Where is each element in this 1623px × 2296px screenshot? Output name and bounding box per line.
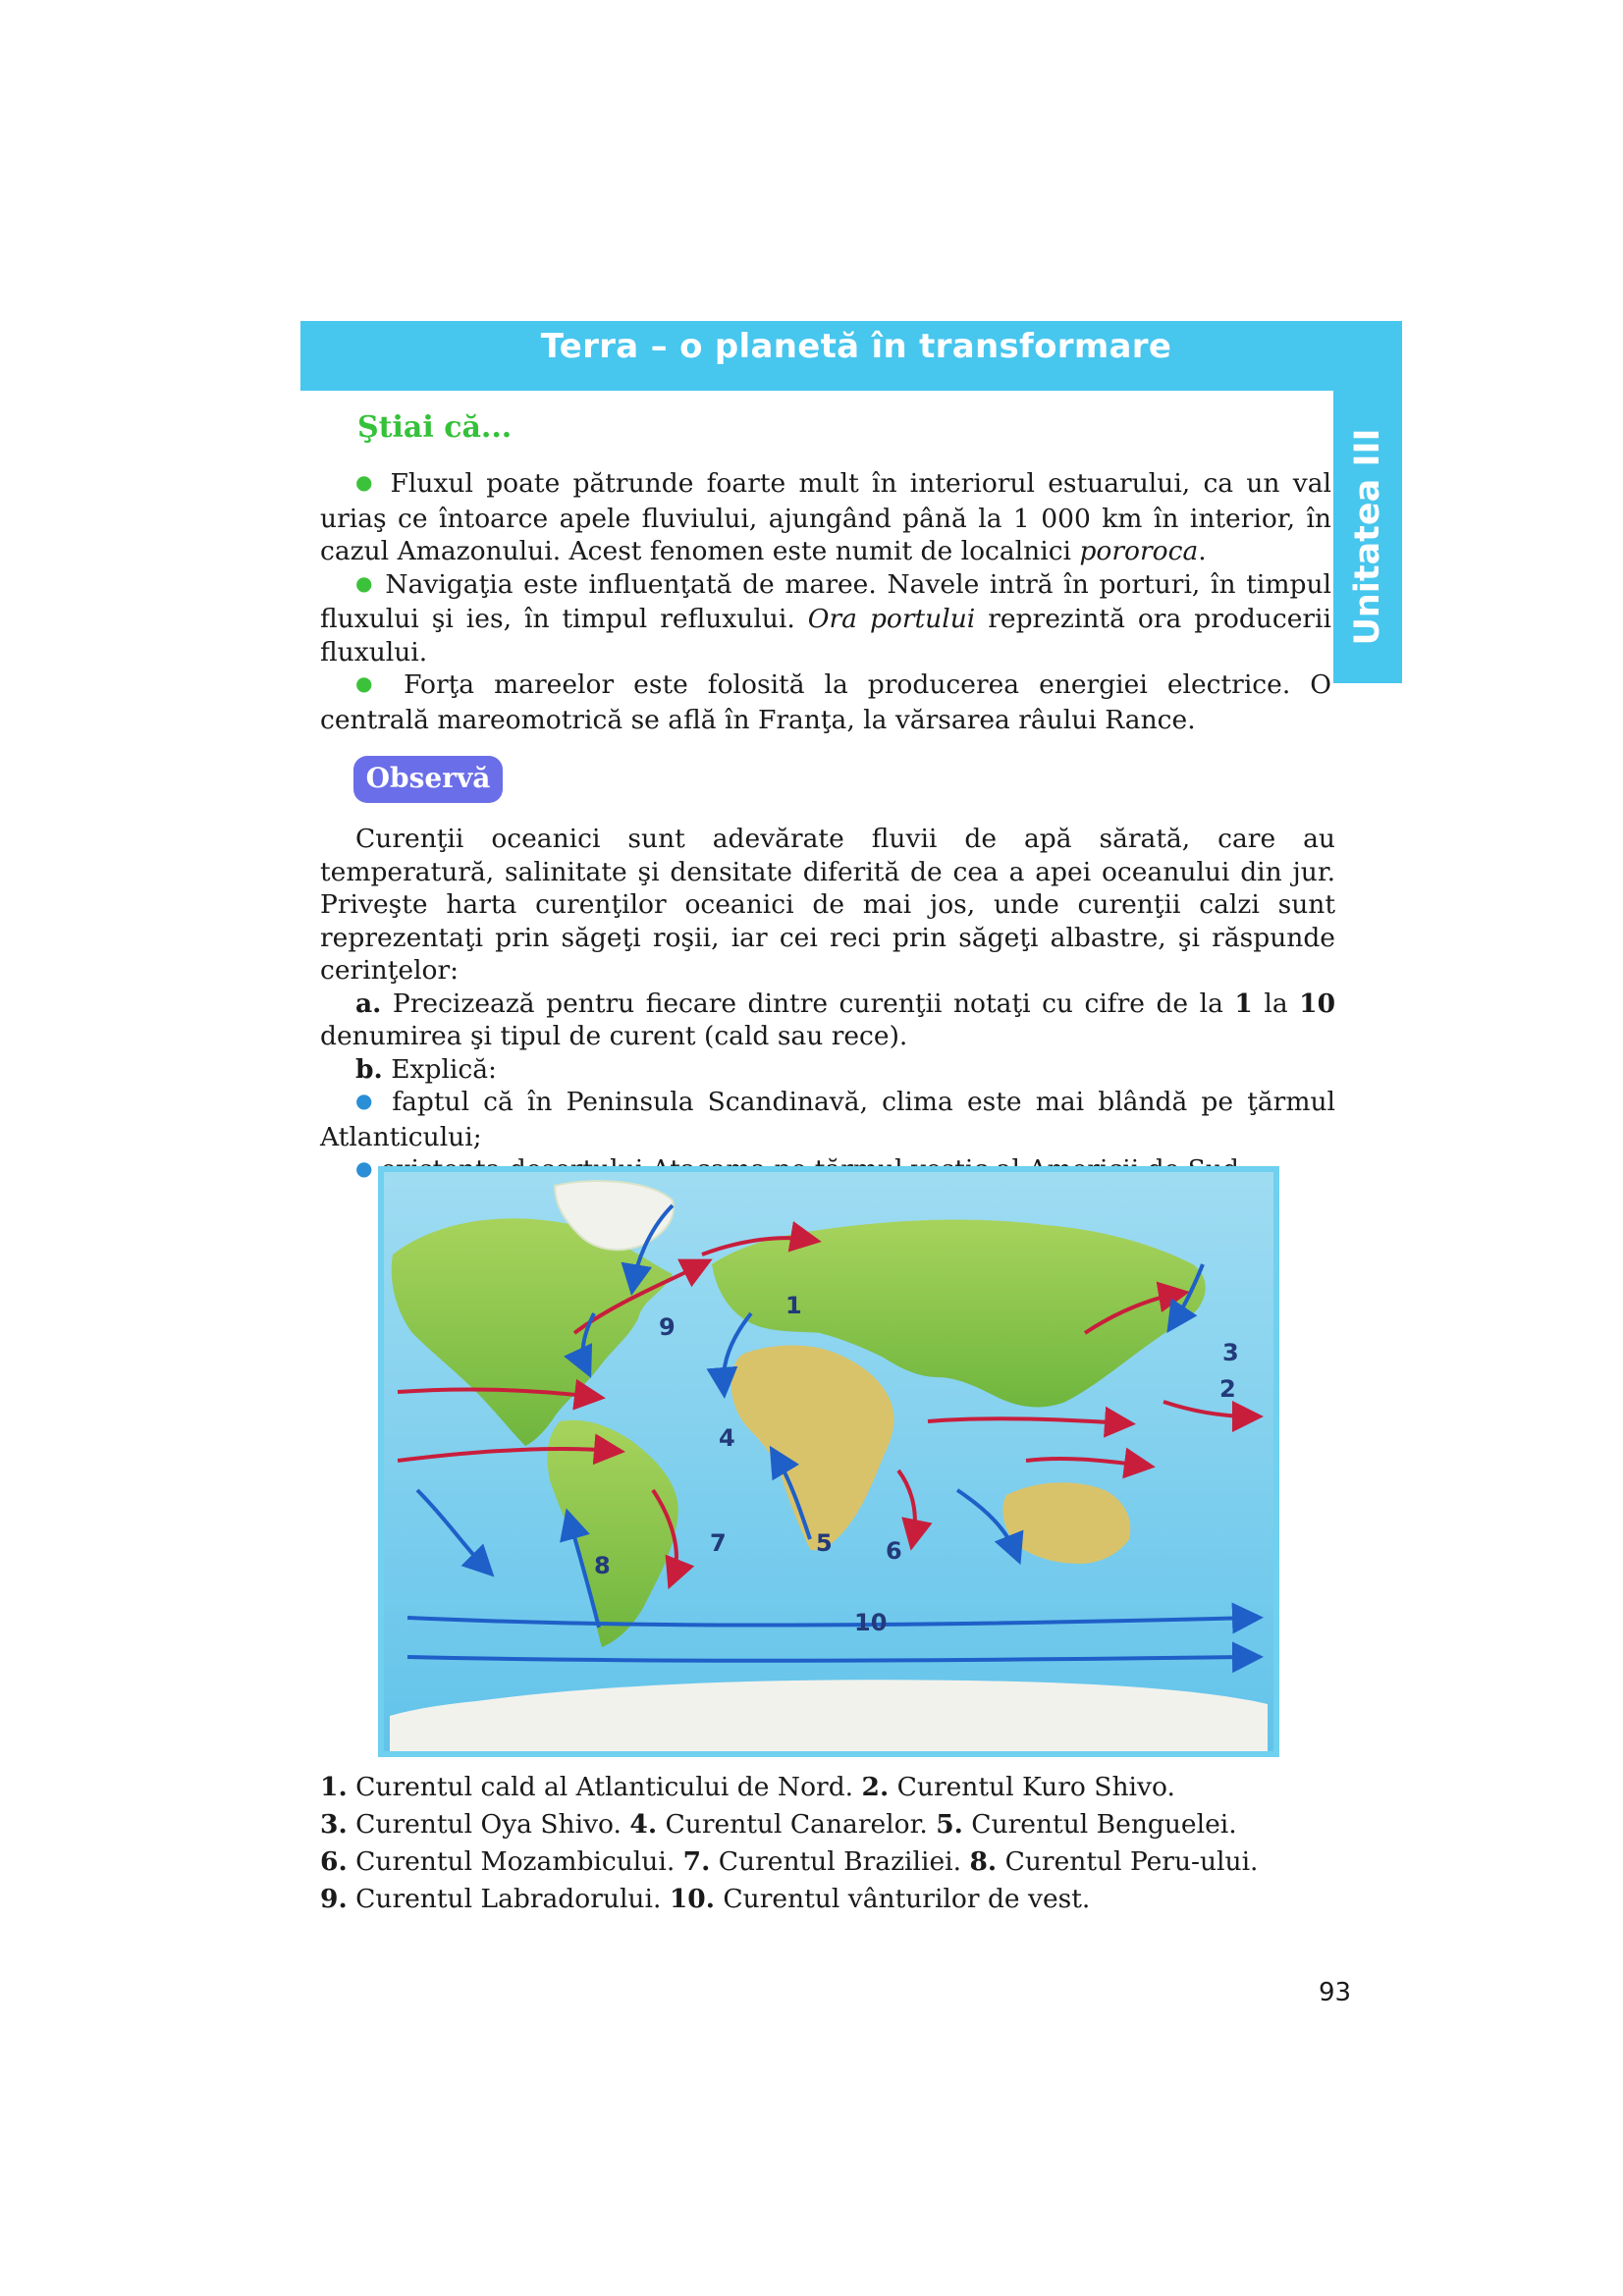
unit-side-tab [1333,391,1402,683]
world-map-svg [378,1166,1279,1757]
task-b: b. Explică: [355,1053,497,1085]
task-b-bullet: ● faptul că în Peninsula Scandinavă, clima este mai blândă pe ţărmul Atlanticului; [320,1087,1335,1152]
bullet-icon: ● [355,1156,373,1180]
current-label-3: 3 [1222,1339,1239,1366]
ocean-currents-map [378,1166,1279,1757]
legend-line: 1. Curentul cald al Atlanticului de Nord. 2. Curentul Kuro Shivo. [320,1772,1175,1802]
map-legend [320,1769,1341,1918]
did-you-know-item: ● Navigaţia este influenţată de maree. Navele intră în porturi, în timpul fluxului şi ies, în timpul refluxului. Ora portului reprezintă ora producerii fluxului. [320,568,1332,667]
did-you-know-heading: Ştiai că... [357,410,513,445]
bullet-icon: ● [355,671,385,695]
current-label-7: 7 [710,1529,727,1557]
observe-intro: Curenţii oceanici sunt adevărate fluvii de apă sărată, care au temperatură, salinitate şi densitate diferită de cea a apei oceanului din jur. Priveşte harta curenţilor oceanici de mai jos, unde curenţii calzi sunt reprezentaţi prin săgeţi roşii, iar cei reci prin săgeţi albastre, şi răspunde cerinţelor: [320,824,1335,986]
did-you-know-list [320,467,1331,736]
current-label-8: 8 [594,1552,611,1579]
legend-line: 9. Curentul Labradorului. 10. Curentul vânturilor de vest. [320,1884,1091,1914]
current-label-6: 6 [886,1537,902,1565]
current-label-10: 10 [854,1609,888,1636]
bullet-icon: ● [355,1089,379,1112]
unit-header-band [300,321,1402,391]
observe-badge: Observă [353,756,503,803]
did-you-know-item: ● Fluxul poate pătrunde foarte mult în interiorul estuarului, ca un val uriaş ce întoarce apele fluviului, ajungând până la 1 000 km în interior, în cazul Amazonului. Acest fenomen este numit de localnici pororoca. [320,468,1331,566]
task-a: a. Precizează pentru fiecare dintre curenţii notaţi cu cifre de la 1 la 10 denumirea şi tipul de curent (cald sau rece). [320,988,1336,1051]
bullet-icon: ● [355,470,378,494]
legend-line: 3. Curentul Oya Shivo. 4. Curentul Canarelor. 5. Curentul Benguelei. [320,1809,1237,1840]
current-label-5: 5 [816,1529,833,1557]
current-label-1: 1 [785,1292,802,1319]
current-label-4: 4 [719,1424,735,1452]
current-label-9: 9 [659,1313,676,1341]
unit-label: Unitatea III [1348,428,1387,646]
bullet-icon: ● [355,570,375,595]
page-title: Terra – o planetă în transformare [540,327,1172,366]
current-label-2: 2 [1219,1375,1236,1403]
legend-line: 6. Curentul Mozambicului. 7. Curentul Braziliei. 8. Curentul Peru-ului. [320,1846,1259,1877]
page-number: 93 [1319,1978,1352,2007]
observe-section [320,823,1335,1189]
did-you-know-item: ● Forţa mareelor este folosită la producerea energiei electrice. O centrală mareomotrică se află în Franţa, la vărsarea râului Rance. [320,669,1331,735]
